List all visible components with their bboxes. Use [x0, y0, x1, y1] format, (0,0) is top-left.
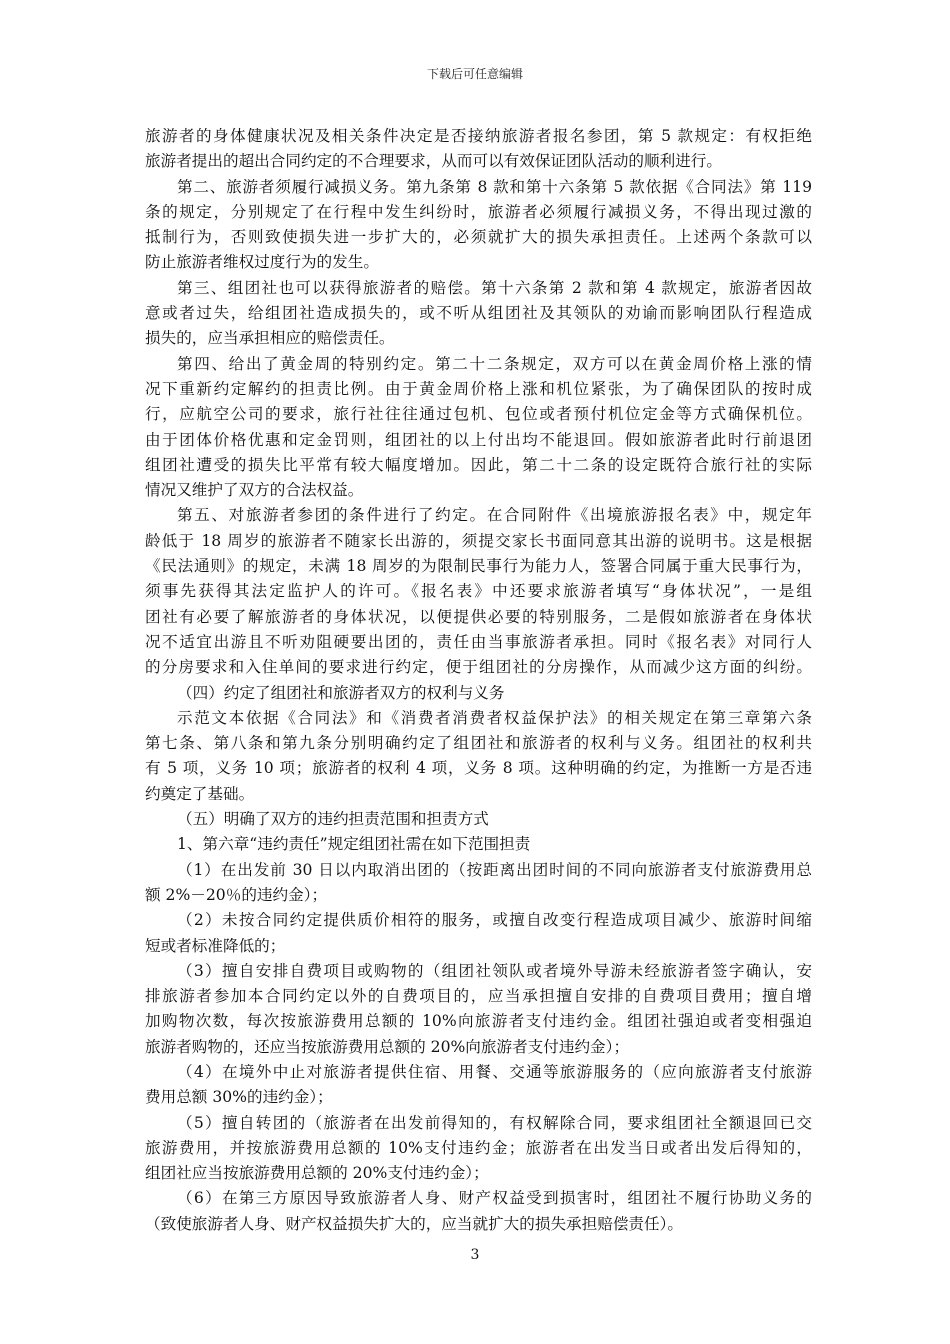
- text-line: 约奠定了基础。: [145, 784, 255, 803]
- text-line: 组团社应当按旅游费用总额的 20%支付违约金）；: [145, 1164, 489, 1183]
- text-line: 有 5 项，义务 10 项；旅游者的权利 4 项，义务 8 项。这种明确的约定，为推断一方是否违: [145, 759, 812, 778]
- text-line: 况不适宜出游且不听劝阻硬要出团的，责任由当事旅游者承担。同时《报名表》对同行人: [145, 632, 812, 651]
- text-line: 况下重新约定解约的担责比例。由于黄金周价格上涨和机位紧张，为了确保团队的按时成: [145, 379, 812, 398]
- text-line: （四）约定了组团社和旅游者双方的权利与义务: [177, 683, 505, 702]
- text-line: 的分房要求和入住单间的要求进行约定，便于组团社的分房操作，从而减少这方面的纠纷。: [145, 658, 812, 677]
- text-line: （4）在境外中止对旅游者提供住宿、用餐、交通等旅游服务的（应向旅游者支付旅游: [177, 1062, 812, 1081]
- text-line: （致使旅游者人身、财产权益损失扩大的，应当就扩大的损失承担赔偿责任）。: [145, 1214, 683, 1233]
- text-line: 第七条、第八条和第九条分别明确约定了组团社和旅游者的权利与义务。组团社的权利共: [145, 734, 812, 753]
- text-line: 1、第六章“违约责任”规定组团社需在如下范围担责: [177, 835, 531, 854]
- text-line: 行，应航空公司的要求，旅行社往往通过包机、包位或者预付机位定金等方式确保机位。: [145, 405, 812, 424]
- text-line: （6）在第三方原因导致旅游者人身、财产权益受到损害时，组团社不履行协助义务的: [177, 1189, 812, 1208]
- text-line: 抵制行为，否则致使损失进一步扩大的，必须就扩大的损失承担责任。上述两个条款可以: [145, 228, 812, 247]
- page-header: 下载后可任意编辑: [426, 67, 523, 81]
- text-line: 额 2%－20％的违约金）；: [145, 885, 328, 904]
- document-body: [145, 124, 812, 1237]
- page-number: 3: [470, 1247, 480, 1263]
- text-line: （3）擅自安排自费项目或购物的（组团社领队或者境外导游未经旅游者签字确认，安: [177, 961, 812, 980]
- text-line: 由于团体价格优惠和定金罚则，组团社的以上付出均不能退回。假如旅游者此时行前退团: [145, 430, 812, 449]
- text-line: 旅游费用，并按旅游费用总额的 10%支付违约金；旅游者在出发当日或者出发后得知的，: [145, 1138, 812, 1157]
- text-line: 排旅游者参加本合同约定以外的自费项目的，应当承担擅自安排的自费项目费用；擅自增: [145, 987, 812, 1006]
- text-line: 第二、旅游者须履行减损义务。第九条第 8 款和第十六条第 5 款依据《合同法》第 119: [177, 177, 812, 196]
- text-line: 防止旅游者维权过度行为的发生。: [145, 253, 379, 272]
- text-line: 第三、组团社也可以获得旅游者的赔偿。第十六条第 2 款和第 4 款规定，旅游者因故: [177, 278, 812, 297]
- text-line: 第五、对旅游者参团的条件进行了约定。在合同附件《出境旅游报名表》中，规定年: [177, 506, 812, 525]
- text-line: 组团社遭受的损失比平常有较大幅度增加。因此，第二十二条的设定既符合旅行社的实际: [145, 455, 812, 474]
- text-line: （2）未按合同约定提供质价相符的服务，或擅自改变行程造成项目减少、旅游时间缩: [177, 911, 812, 930]
- text-line: 旅游者购物的，还应当按旅游费用总额的 20%向旅游者支付违约金）；: [145, 1037, 630, 1056]
- text-line: 龄低于 18 周岁的旅游者不随家长出游的，须提交家长书面同意其出游的说明书。这是根据: [145, 531, 812, 550]
- text-line: 条的规定，分别规定了在行程中发生纠纷时，旅游者必须履行减损义务，不得出现过激的: [145, 202, 812, 221]
- text-line: 旅游者提出的超出合同约定的不合理要求，从而可以有效保证团队活动的顺利进行。: [145, 152, 722, 171]
- text-line: 费用总额 30%的违约金）；: [145, 1088, 333, 1107]
- text-line: （5）擅自转团的（旅游者在出发前得知的，有权解除合同，要求组团社全额退回已交: [177, 1113, 812, 1132]
- text-line: 示范文本依据《合同法》和《消费者消费者权益保护法》的相关规定在第三章第六条: [177, 708, 812, 727]
- text-line: （五）明确了双方的违约担责范围和担责方式: [177, 810, 489, 829]
- text-line: 意或者过失，给组团社造成损失的，或不听从组团社及其领队的劝谕而影响团队行程造成: [145, 304, 812, 323]
- text-line: （1）在出发前 30 日以内取消出团的（按距离出团时间的不同向旅游者支付旅游费用总: [177, 860, 812, 879]
- text-line: 须事先获得其法定监护人的许可。《报名表》中还要求旅游者填写“身体状况”，一是组: [145, 582, 812, 601]
- text-line: 旅游者的身体健康状况及相关条件决定是否接纳旅游者报名参团，第 5 款规定：有权拒绝: [145, 127, 812, 145]
- text-line: 第四、给出了黄金周的特别约定。第二十二条规定，双方可以在黄金周价格上涨的情: [177, 354, 812, 373]
- text-line: 情况又维护了双方的合法权益。: [145, 481, 364, 500]
- text-line: 《民法通则》的规定，未满 18 周岁的为限制民事行为能力人，签署合同属于重大民事行为，: [145, 557, 812, 576]
- text-line: 短或者标准降低的；: [145, 936, 286, 955]
- text-line: 加购物次数，每次按旅游费用总额的 10%向旅游者支付违约金。组团社强迫或者变相强迫: [145, 1012, 812, 1031]
- text-line: 团社有必要了解旅游者的身体状况，以便提供必要的特别服务，二是假如旅游者在身体状: [145, 607, 812, 626]
- text-line: 损失的，应当承担相应的赔偿责任。: [145, 329, 395, 348]
